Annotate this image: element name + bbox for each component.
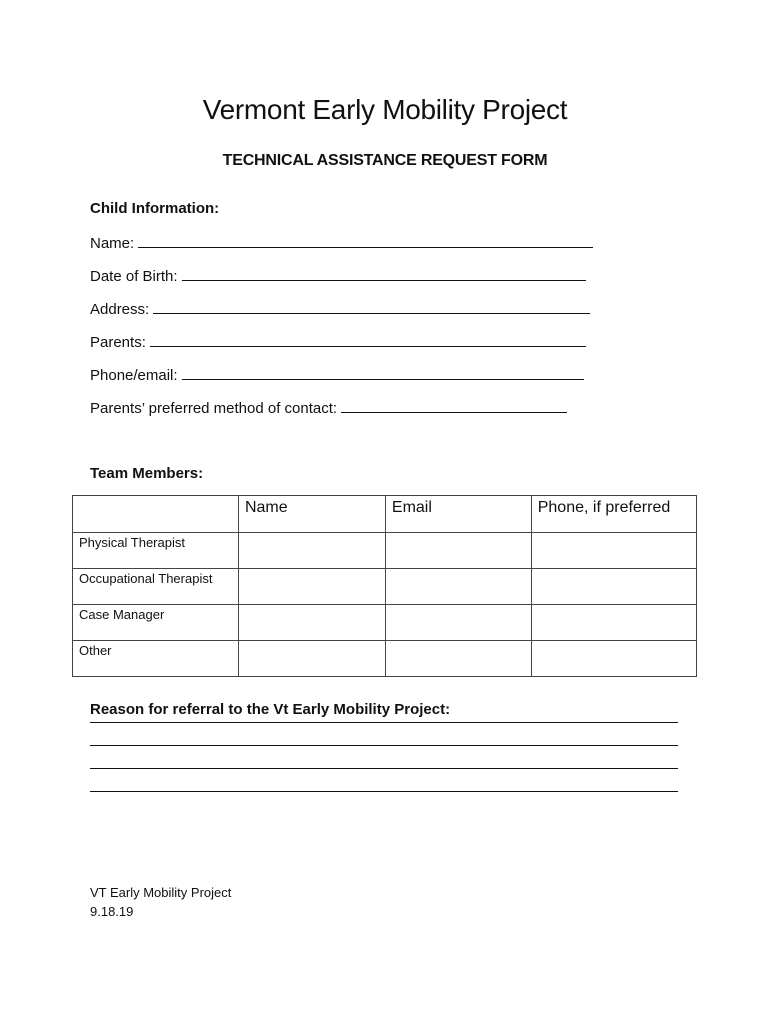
child-info-heading: Child Information:: [90, 200, 220, 217]
phone-cell[interactable]: [531, 605, 696, 641]
phone-email-field[interactable]: [90, 365, 584, 384]
contact-method-label: Parents’ preferred method of contact:: [90, 400, 338, 417]
role-cell-physical-therapist: Physical Therapist: [73, 533, 239, 569]
table-row: [73, 533, 697, 569]
footer-date: 9.18.19: [90, 904, 134, 919]
date-of-birth-label: Date of Birth:: [90, 268, 178, 285]
name-cell[interactable]: [238, 533, 385, 569]
reason-line[interactable]: [90, 768, 678, 769]
contact-method-field[interactable]: [90, 398, 567, 417]
name-cell[interactable]: [238, 605, 385, 641]
parents-field[interactable]: [90, 332, 586, 351]
page-title: Vermont Early Mobility Project: [202, 94, 568, 125]
child-name-blank[interactable]: [138, 233, 593, 248]
header-role-cell: [73, 496, 239, 533]
role-cell-other: Other: [73, 641, 239, 677]
contact-method-blank[interactable]: [341, 398, 567, 413]
role-cell-occupational-therapist: Occupational Therapist: [73, 569, 239, 605]
phone-email-label: Phone/email:: [90, 367, 178, 384]
table-row: [73, 569, 697, 605]
name-cell[interactable]: [238, 569, 385, 605]
reason-line[interactable]: [90, 745, 678, 746]
address-label: Address:: [90, 301, 150, 318]
table-row: [73, 605, 697, 641]
footer-organization: VT Early Mobility Project: [90, 885, 232, 900]
table-row: [73, 641, 697, 677]
address-field[interactable]: [90, 299, 590, 318]
email-cell[interactable]: [385, 569, 531, 605]
reason-line[interactable]: [90, 722, 678, 723]
child-name-label: Name:: [90, 235, 135, 252]
child-name-field[interactable]: [90, 233, 593, 252]
header-phone-cell: Phone, if preferred: [531, 496, 696, 533]
team-members-table: [72, 495, 697, 677]
parents-blank[interactable]: [150, 332, 586, 347]
reason-line[interactable]: [90, 791, 678, 792]
email-cell[interactable]: [385, 533, 531, 569]
phone-cell[interactable]: [531, 641, 696, 677]
date-of-birth-field[interactable]: [90, 266, 586, 285]
form-subtitle: TECHNICAL ASSISTANCE REQUEST FORM: [222, 152, 548, 169]
email-cell[interactable]: [385, 605, 531, 641]
date-of-birth-blank[interactable]: [182, 266, 586, 281]
phone-email-blank[interactable]: [182, 365, 584, 380]
reason-heading: Reason for referral to the Vt Early Mobility Project:: [90, 701, 451, 718]
phone-cell[interactable]: [531, 569, 696, 605]
role-cell-case-manager: Case Manager: [73, 605, 239, 641]
address-blank[interactable]: [153, 299, 590, 314]
name-cell[interactable]: [238, 641, 385, 677]
table-header-row: [73, 496, 697, 533]
phone-cell[interactable]: [531, 533, 696, 569]
email-cell[interactable]: [385, 641, 531, 677]
header-email-cell: Email: [385, 496, 531, 533]
header-name-cell: Name: [238, 496, 385, 533]
team-members-heading: Team Members:: [90, 465, 204, 482]
parents-label: Parents:: [90, 334, 146, 351]
